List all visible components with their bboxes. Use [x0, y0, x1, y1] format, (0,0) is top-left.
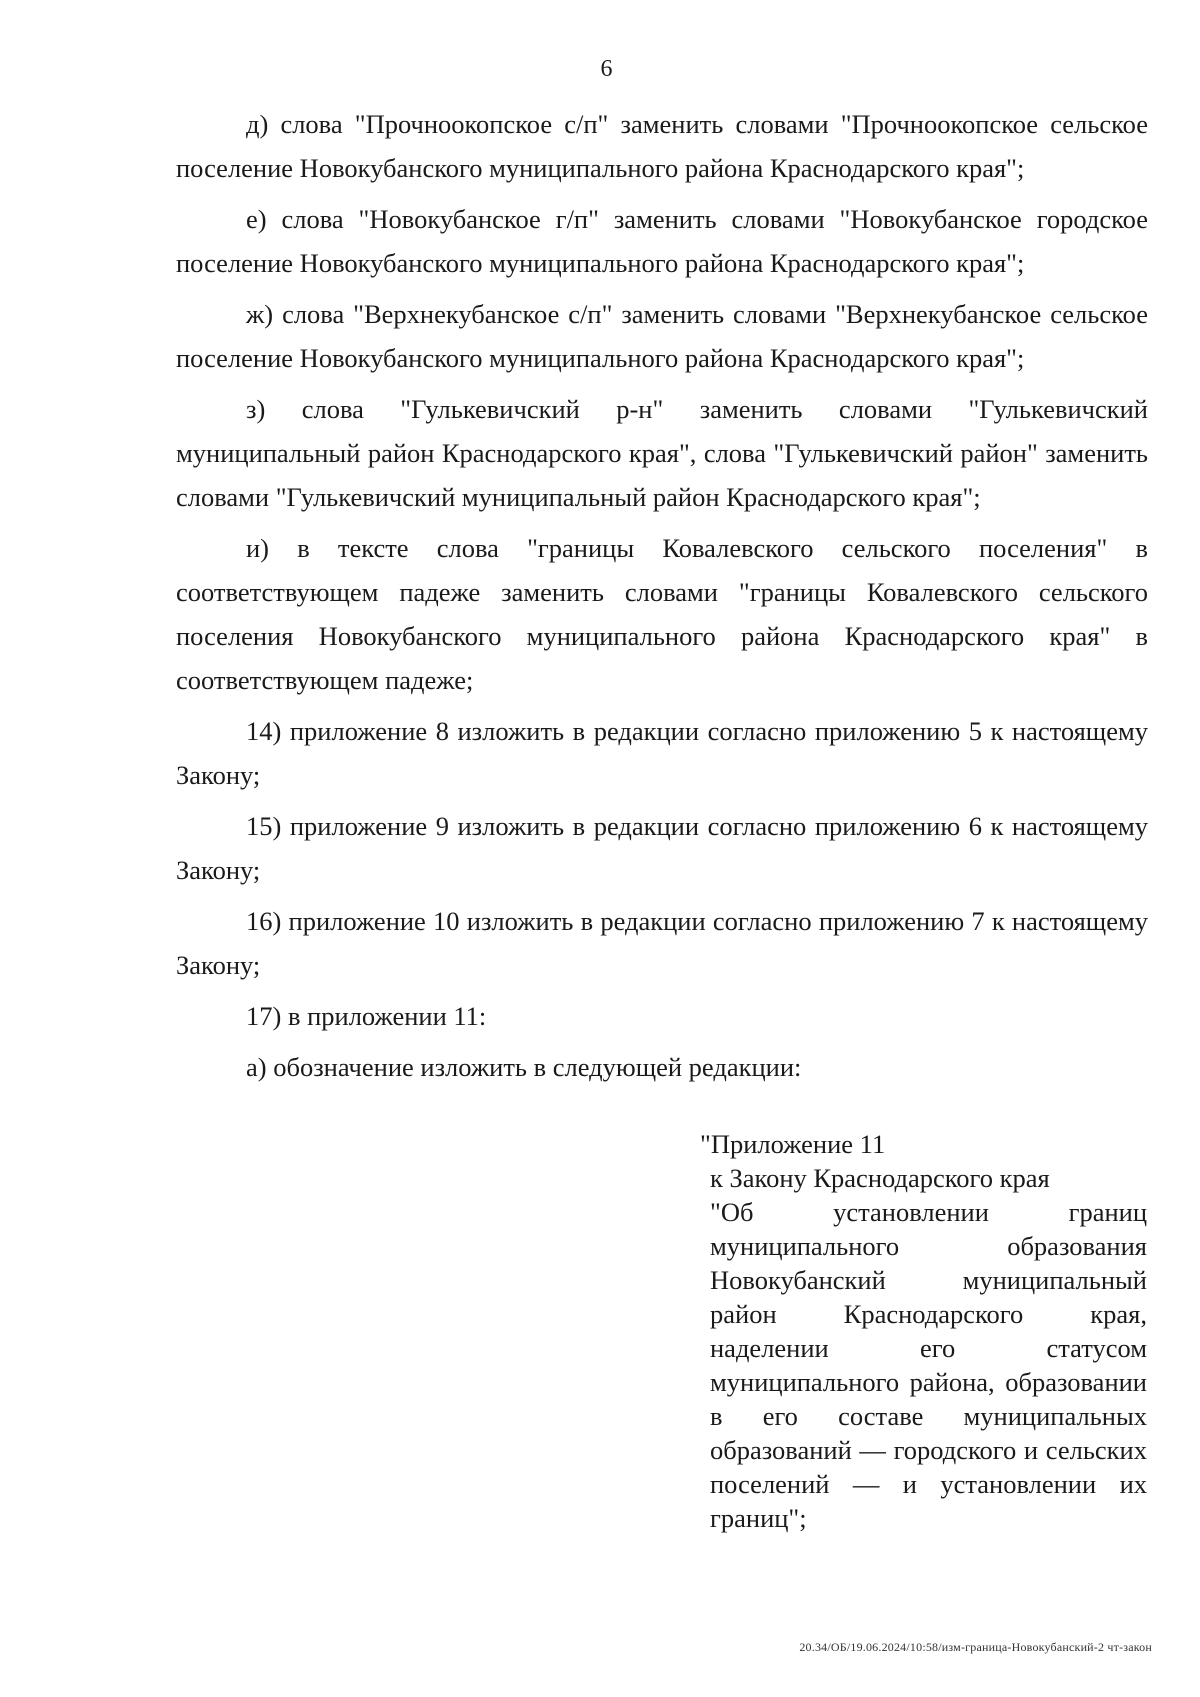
paragraph-15: 15) приложение 9 изложить в редакции согласно приложению 6 к настоящему Закону; [176, 811, 1148, 885]
appendix-description: "Об установлении границ муниципального образования Новокубанский муниципальный район Краснодарского края, наделении его статусом муниципального района, образовании в его составе муниципальных образований — городского и сельских поселений — и установлении их границ"; [710, 1197, 1147, 1533]
paragraph-17: 17) в приложении 11: [246, 1001, 487, 1031]
paragraph-14: 14) приложение 8 изложить в редакции согласно приложению 5 к настоящему Закону; [176, 716, 1148, 790]
paragraph-i: и) в тексте слова "границы Ковалевского сельского поселения" в соответствующем падеже заменить словами "границы Ковалевского сельского поселения Новокубанского муниципального района Краснодарского края" в соответствующем падеже; [176, 533, 1148, 695]
document-body [176, 102, 1148, 1096]
appendix-title: "Приложение 11 [700, 1129, 886, 1159]
paragraph-16: 16) приложение 10 изложить в редакции согласно приложению 7 к настоящему Закону; [176, 906, 1148, 980]
appendix-subtitle: к Закону Краснодарского края [710, 1163, 1050, 1193]
paragraph-a: а) обозначение изложить в следующей редакции: [246, 1052, 802, 1082]
page-number: 6 [600, 56, 613, 82]
paragraph-zh: ж) слова "Верхнекубанское с/п" заменить словами "Верхнекубанское сельское поселение Новокубанского муниципального района Краснодарского края"; [176, 299, 1148, 373]
paragraph-d: д) слова "Прочноокопское с/п" заменить словами "Прочноокопское сельское поселение Новокубанского муниципального района Краснодарского края"; [176, 109, 1148, 183]
paragraph-e: е) слова "Новокубанское г/п" заменить словами "Новокубанское городское поселение Новокубанского муниципального района Краснодарского края"; [176, 204, 1148, 278]
paragraph-z: з) слова "Гулькевичский р-н" заменить словами "Гулькевичский муниципальный район Краснодарского края", слова "Гулькевичский район" заменить словами "Гулькевичский муниципальный район Краснодарского края"; [176, 394, 1148, 512]
document-footer-code: 20.34/ОБ/19.06.2024/10:58/изм-граница-Новокубанский-2 чт-закон [799, 1640, 1152, 1654]
appendix-designation [700, 1127, 1147, 1535]
